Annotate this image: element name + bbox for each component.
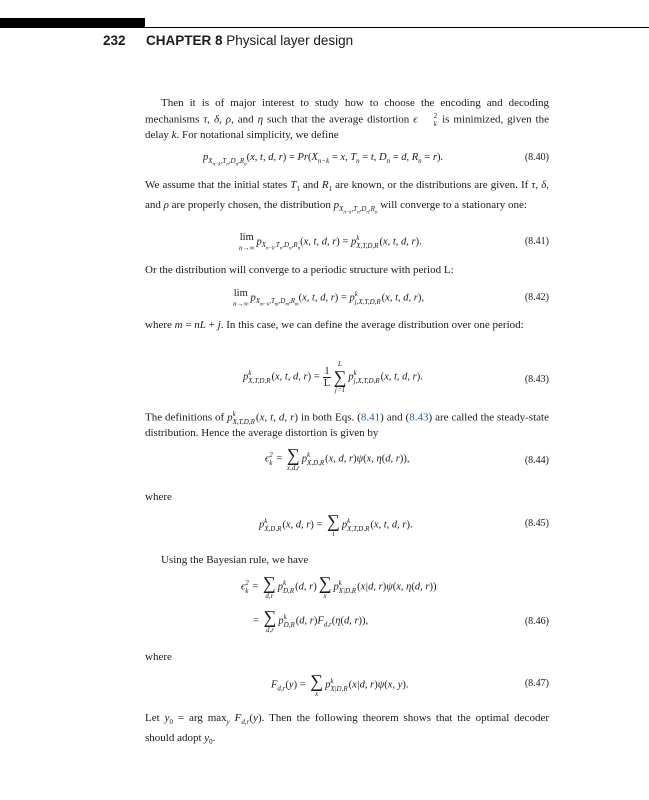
chapter-title: Physical layer design bbox=[226, 33, 354, 48]
running-header bbox=[0, 33, 649, 53]
equation-number: (8.40) bbox=[524, 152, 549, 163]
equation-8-40: $p_{X_{n-k},T_n,D_n,R_n}(x$, t, d, $r) = Pr(X_{n-k} = x$, $T_n = t$, $D_n = d$, $R_n = r$). (8.40) bbox=[203, 152, 549, 168]
equation-number: (8.47) bbox=[524, 678, 549, 689]
chapter-label: CHAPTER 8 bbox=[146, 33, 223, 48]
where-label: where bbox=[145, 651, 172, 663]
equation-8-46: ϵ 2 k = ∑ d,r p k D,R (d, r) ∑ x p k X|D,R (x|d, r)ψ(x, η(d, r)) = ∑ d,r p k D,R (d, $r)F_{d,r}(\eta(d$, r)), (8.46) bbox=[241, 573, 549, 634]
paragraph-4: where m = nL + j. In this case, we can define the average distribution over one period: bbox=[145, 319, 524, 331]
where-label: where bbox=[145, 491, 172, 503]
equation-link-8-41[interactable]: 8.41 bbox=[360, 411, 381, 424]
equation-8-47: $F_{d,r}(y)$ = ∑ x p k X|D,R (x|d, r)ψ(x, y). (8.47) bbox=[271, 671, 549, 698]
chapter-heading bbox=[146, 33, 353, 48]
header-rule bbox=[145, 27, 649, 28]
paragraph-6: Using the Bayesian rule, we have bbox=[161, 554, 309, 566]
equation-8-42: lim n→∞ $p_{X_{m-k},T_m,D_m,R_m}(x$, t, d, r) = p k j,X,T,D,R (x, t, d, r), (8.42) bbox=[233, 288, 549, 308]
paragraph-5: The definitions of p k X,T,D,R (x, t, d, r) in both Eqs. (8.41) and (8.43) are called the steady-state distribution. Hence the average distortion is given by bbox=[145, 410, 549, 440]
paragraph-1: Then it is of major interest to study how to choose the encoding and decoding mechanisms τ, δ, ρ, and η such that the average distortion ϵ 2 k is minimized, given the delay k. For notational simplicity, we define bbox=[145, 97, 549, 142]
equation-number: (8.42) bbox=[524, 292, 549, 303]
equation-number: (8.46) bbox=[524, 616, 549, 627]
paragraph-3: Or the distribution will converge to a periodic structure with period L: bbox=[145, 264, 454, 276]
equation-8-43: p k X,T,D,R (x, t, d, r) = $\frac{1}{L}$ L ∑ j=1 p k j,X,T,D,R (x, t, d, r). (8.43) bbox=[243, 360, 549, 394]
equation-link-8-43[interactable]: 8.43 bbox=[409, 411, 429, 424]
page-number: 232 bbox=[103, 33, 126, 48]
header-bar bbox=[0, 18, 145, 28]
equation-8-45: p k X,D,R (x, d, r) = ∑ t p k X,T,D,R (x, t, d, r). (8.45) bbox=[259, 511, 549, 538]
paragraph-7: Let $y_0$ = arg $\max_y F_{d,r}(y)$. Then the following theorem shows that the optimal decoder should adopt $y_0$. bbox=[145, 712, 549, 746]
paragraph-2: We assume that the initial states $T_1$ and $R_1$ are known, or the distributions are given. If τ, δ, and ρ are properly chosen, the distribution $p_{X_{n-k},T_n,D_n,R_n}$ will converge to a stationary one: bbox=[145, 179, 550, 216]
equation-number: (8.43) bbox=[524, 374, 549, 385]
equation-8-44: ϵ 2 k = ∑ x,d,r p k X,D,R (x, d, r)ψ(x, η(d, r)), (8.44) bbox=[265, 445, 549, 472]
equation-number: (8.41) bbox=[524, 236, 549, 247]
equation-8-41: lim n→∞ $p_{X_{n-k},T_n,D_n,R_n}(x$, t, d, r) = p k X,T,D,R (x, t, d, r). (8.41) bbox=[239, 232, 549, 252]
equation-number: (8.45) bbox=[524, 518, 549, 529]
equation-number: (8.44) bbox=[524, 455, 549, 466]
